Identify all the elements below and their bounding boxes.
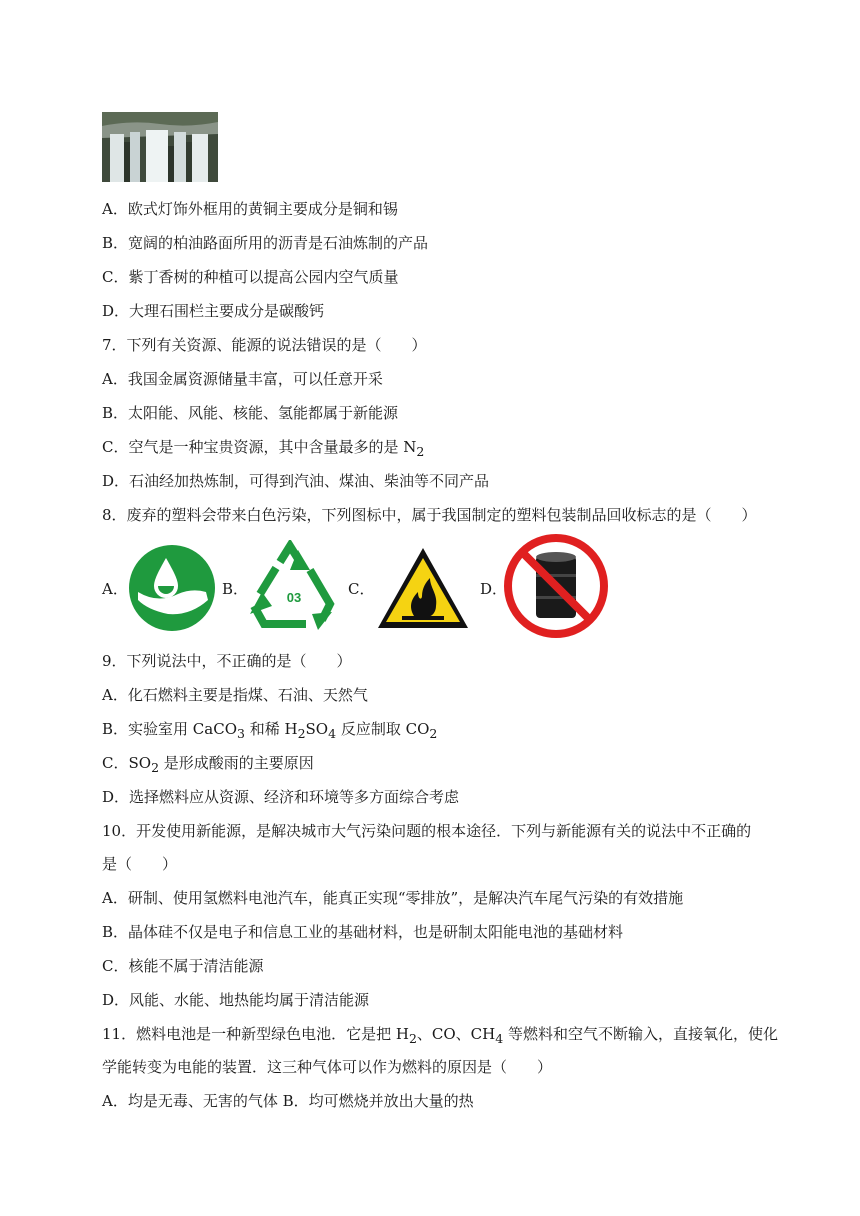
q6-option-a: A．欧式灯饰外框用的黄铜主要成分是铜和锡 (102, 200, 398, 218)
q8-label-c: C． (348, 580, 375, 598)
q7-option-d: D．石油经加热炼制，可得到汽油、煤油、柴油等不同产品 (102, 472, 490, 490)
q9-option-c: C．$SO_2$ 是形成酸雨的主要原因 (102, 754, 314, 775)
q10-stem-line1: 10．开发使用新能源，是解决城市大气污染问题的根本途径．下列与新能源有关的说法中不正确的 (102, 822, 752, 840)
q10-option-a: A．研制、使用氢燃料电池汽车，能真正实现“零排放”，是解决汽车尾气污染的有效措施 (102, 889, 684, 907)
q8-label-a: A． (102, 580, 128, 598)
q9-stem: 9．下列说法中，不正确的是（ ） (102, 652, 352, 670)
q7-option-a: A．我国金属资源储量丰富，可以任意开采 (102, 370, 383, 388)
q10-stem-line2: 是（ ） (102, 855, 178, 873)
q10-option-d: D．风能、水能、地热能均属于清洁能源 (102, 991, 370, 1009)
q11-stem-line2: 学能转变为电能的装置．这三种气体可以作为燃料的原因是（ ） (102, 1058, 553, 1076)
q9-option-d: D．选择燃料应从资源、经济和环境等多方面综合考虑 (102, 788, 460, 806)
q9-option-b: B．实验室用 CaCO$_3$ 和稀 $H_2SO_4$ 反应制取 $CO_2$ (102, 720, 438, 741)
q8-label-b: B． (222, 580, 249, 598)
q6-option-b: B．宽阔的柏油路面所用的沥青是石油炼制的产品 (102, 234, 429, 252)
q8-symbol-row (102, 534, 622, 640)
flammable-warning-icon (374, 544, 472, 632)
q6-option-d: D．大理石围栏主要成分是碳酸钙 (102, 302, 325, 320)
q10-option-c: C．核能不属于清洁能源 (102, 957, 264, 975)
q11-stem-line1: 11．燃料电池是一种新型绿色电池．它是把 $H_2$、CO、$CH_4$ 等燃料和空气不断输入，直接氧化，使化 (102, 1025, 778, 1046)
water-saving-icon (128, 544, 216, 632)
recycle-code: 03 (286, 590, 302, 605)
q10-option-b: B．晶体硅不仅是电子和信息工业的基础材料，也是研制太阳能电池的基础材料 (102, 923, 624, 941)
recycle-icon (246, 540, 342, 632)
q8-label-d: D． (480, 580, 508, 598)
q11-option-ab: A．均是无毒、无害的气体 B．均可燃烧并放出大量的热 (102, 1092, 474, 1110)
waterfall-photo (102, 112, 218, 182)
q7-stem: 7．下列有关资源、能源的说法错误的是（ ） (102, 336, 427, 354)
q9-option-a: A．化石燃料主要是指煤、石油、天然气 (102, 686, 368, 704)
q8-stem: 8．废弃的塑料会带来白色污染，下列图标中，属于我国制定的塑料包装制品回收标志的是（ ） (102, 506, 757, 524)
q6-option-c: C．紫丁香树的种植可以提高公园内空气质量 (102, 268, 399, 286)
q7-option-c: C．空气是一种宝贵资源，其中含量最多的是 $N_2$ (102, 438, 425, 459)
q7-option-b: B．太阳能、风能、核能、氢能都属于新能源 (102, 404, 399, 422)
no-oil-drum-icon (504, 534, 608, 638)
